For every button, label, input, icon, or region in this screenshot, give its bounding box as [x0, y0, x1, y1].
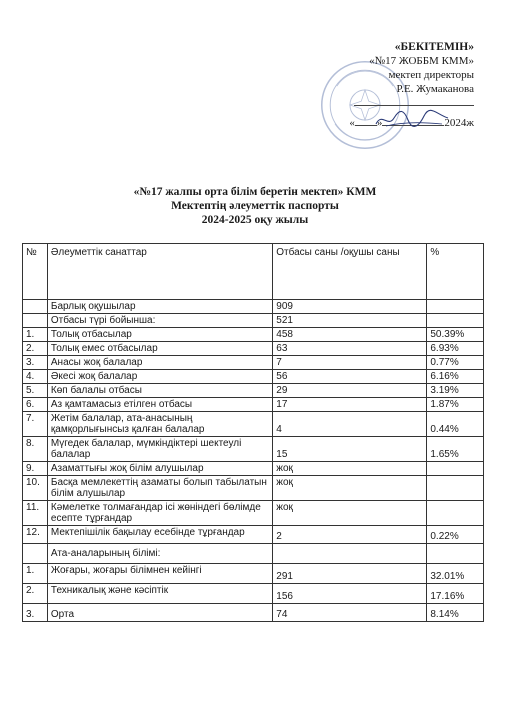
cell-category: Азаматтығы жоқ білім алушылар	[47, 462, 272, 476]
cell-num: 3.	[23, 356, 48, 370]
cell-num: 7.	[23, 412, 48, 437]
table-row	[23, 342, 484, 356]
cell-category: Ата-аналарының білімі:	[47, 544, 272, 564]
table-row	[23, 412, 484, 437]
table-section-row	[23, 544, 484, 564]
cell-percent	[427, 501, 484, 526]
cell-count: 909	[273, 300, 427, 314]
cell-percent: 50.39%	[427, 328, 484, 342]
approval-position: мектеп директоры	[388, 69, 474, 81]
cell-num	[23, 544, 48, 564]
cell-count: 156	[273, 584, 427, 604]
document-heading	[0, 185, 510, 227]
heading-title: Мектептің әлеуметтік паспорты	[171, 200, 339, 212]
cell-category: Мектепішілік бақылау есебінде тұрғандар	[47, 526, 272, 544]
table-row	[23, 526, 484, 544]
cell-percent	[427, 314, 484, 328]
cell-percent	[427, 476, 484, 501]
cell-count: 74	[273, 604, 427, 622]
cell-count: жоқ	[273, 462, 427, 476]
cell-count: 458	[273, 328, 427, 342]
cell-percent: 0.22%	[427, 526, 484, 544]
table-row	[23, 584, 484, 604]
cell-count: 56	[273, 370, 427, 384]
cell-percent: 8.14%	[427, 604, 484, 622]
cell-num	[23, 300, 48, 314]
cell-count: 29	[273, 384, 427, 398]
social-passport-table	[22, 243, 484, 622]
cell-percent	[427, 462, 484, 476]
table-row	[23, 604, 484, 622]
cell-category: Барлық оқушылар	[47, 300, 272, 314]
cell-category: Техникалық және кәсіптік	[47, 584, 272, 604]
director-signature	[372, 106, 452, 132]
table-row	[23, 370, 484, 384]
cell-num: 3.	[23, 604, 48, 622]
cell-date_open: «	[349, 117, 355, 129]
cell-percent: 1.87%	[427, 398, 484, 412]
cell-category: Басқа мемлекеттің азаматы болып табылатын білім алушылар	[47, 476, 272, 501]
table-header-row	[23, 244, 484, 300]
cell-percent: 6.93%	[427, 342, 484, 356]
approval-title: «БЕКІТЕМІН»	[394, 41, 474, 53]
cell-percent: 1.65%	[427, 437, 484, 462]
cell-percent: 17.16%	[427, 584, 484, 604]
cell-num: 11.	[23, 501, 48, 526]
cell-num: 10.	[23, 476, 48, 501]
cell-category: Толық емес отбасылар	[47, 342, 272, 356]
cell-percent	[427, 544, 484, 564]
cell-category: Анасы жоқ балалар	[47, 356, 272, 370]
table-row	[23, 437, 484, 462]
header-percent: %	[427, 244, 484, 300]
cell-category: Жетім балалар, ата-анасының қамқорлығынсыз қалған балалар	[47, 412, 272, 437]
cell-percent: 0.44%	[427, 412, 484, 437]
cell-num: 1.	[23, 328, 48, 342]
cell-count: 521	[273, 314, 427, 328]
heading-school: «№17 жалпы орта білім беретін мектеп» КММ	[133, 186, 377, 198]
table-row	[23, 501, 484, 526]
cell-percent	[427, 300, 484, 314]
table-row	[23, 300, 484, 314]
cell-count: жоқ	[273, 501, 427, 526]
cell-category: Аз қамтамасыз етілген отбасы	[47, 398, 272, 412]
cell-category: Мүгедек балалар, мүмкіндіктері шектеулі балалар	[47, 437, 272, 462]
cell-category: Жоғары, жоғары білімнен кейінгі	[47, 564, 272, 584]
cell-count: жоқ	[273, 476, 427, 501]
approval-org: «№17 ЖОББМ КММ»	[369, 55, 474, 67]
signature-line	[354, 99, 474, 106]
cell-category: Әкесі жоқ балалар	[47, 370, 272, 384]
cell-num: 6.	[23, 398, 48, 412]
cell-percent: 3.19%	[427, 384, 484, 398]
cell-count: 17	[273, 398, 427, 412]
cell-num: 5.	[23, 384, 48, 398]
table-row	[23, 398, 484, 412]
cell-percent: 0.77%	[427, 356, 484, 370]
cell-category: Отбасы түрі бойынша:	[47, 314, 272, 328]
table-row	[23, 462, 484, 476]
cell-count: 291	[273, 564, 427, 584]
cell-percent: 32.01%	[427, 564, 484, 584]
heading-year: 2024-2025 оқу жылы	[201, 214, 309, 226]
cell-num	[23, 314, 48, 328]
table-row	[23, 356, 484, 370]
cell-category: Кәмелетке толмағандар ісі жөніндегі бөлімде есепте тұрғандар	[47, 501, 272, 526]
table-row	[23, 564, 484, 584]
header-num: №	[23, 244, 48, 300]
cell-count: 4	[273, 412, 427, 437]
cell-num: 4.	[23, 370, 48, 384]
table-row	[23, 384, 484, 398]
table-row	[23, 328, 484, 342]
cell-count: 63	[273, 342, 427, 356]
cell-num: 8.	[23, 437, 48, 462]
cell-category: Көп балалы отбасы	[47, 384, 272, 398]
cell-percent: 6.16%	[427, 370, 484, 384]
cell-count: 15	[273, 437, 427, 462]
cell-count	[273, 544, 427, 564]
approval-name: Р.Е. Жумаканова	[396, 83, 474, 95]
table-row	[23, 314, 484, 328]
cell-date_mid: »	[376, 117, 383, 129]
cell-date_year: 2024ж	[444, 117, 474, 129]
header-category: Әлеуметтік санаттар	[47, 244, 272, 300]
cell-count: 7	[273, 356, 427, 370]
header-count: Отбасы саны /оқушы саны	[273, 244, 427, 300]
cell-category: Орта	[47, 604, 272, 622]
cell-num: 12.	[23, 526, 48, 544]
table-row	[23, 476, 484, 501]
cell-num: 9.	[23, 462, 48, 476]
cell-count: 2	[273, 526, 427, 544]
cell-category: Толық отбасылар	[47, 328, 272, 342]
cell-num: 1.	[23, 564, 48, 584]
cell-num: 2.	[23, 342, 48, 356]
cell-num: 2.	[23, 584, 48, 604]
